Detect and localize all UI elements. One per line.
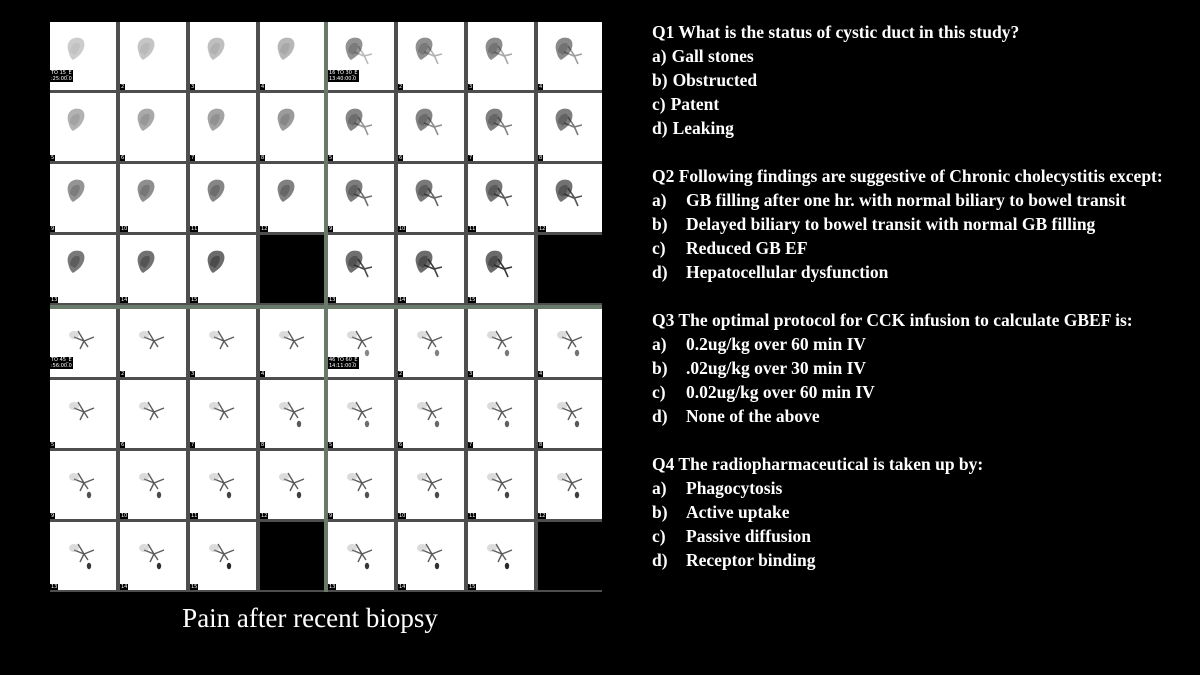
frame-number: 4 [539,371,543,377]
scan-frame [468,380,534,448]
scan-frame [260,164,324,232]
question-2 [652,164,1182,284]
frame-number: 10 [399,513,406,519]
scan-frame [328,164,394,232]
option-letter: b) [652,358,668,378]
scan-frame-image [538,309,602,377]
frame-number: 3 [191,84,195,90]
scan-frame [50,22,116,90]
answer-option [652,332,1182,356]
frame-number: 6 [399,155,403,161]
scan-frame-image [398,22,464,90]
option-text: Patent [670,94,720,114]
scan-frame-image [328,522,394,590]
scan-frame [120,235,186,303]
frame-number: 7 [469,155,473,161]
scan-frame-image [538,22,602,90]
scan-frame-image [190,22,256,90]
empty-frame-slot [538,235,602,303]
scan-frame [260,93,324,161]
scan-frame [190,235,256,303]
scan-frame-image [120,309,186,377]
scan-frame-image [328,380,394,448]
option-text: Hepatocellular dysfunction [686,262,889,282]
scan-frame-image [50,522,116,590]
frame-number: 11 [469,226,476,232]
frame-number: 4 [261,371,265,377]
answer-option [652,68,1182,92]
scan-frame [260,380,324,448]
scan-frame [538,164,602,232]
option-text: .02ug/kg over 30 min IV [686,358,867,378]
scan-frame [50,451,116,519]
scan-frame [120,22,186,90]
scan-frame [50,93,116,161]
scan-frame-image [398,93,464,161]
scan-frame [120,522,186,590]
frame-number: 3 [469,371,473,377]
scan-frame [190,380,256,448]
scan-frame-image [120,380,186,448]
frame-number: 12 [261,226,268,232]
frame-number: 15 [191,584,198,590]
answer-option [652,212,1182,236]
frame-number: 10 [121,513,128,519]
frame-number: 10 [121,226,128,232]
scan-frame [398,309,464,377]
frame-number: 2 [121,371,125,377]
frame-number: 6 [121,442,125,448]
frame-number: 5 [329,155,333,161]
scan-frame-image [468,93,534,161]
frame-number: 5 [51,442,55,448]
scan-frame [50,309,116,377]
scan-frame [120,164,186,232]
scan-frame-image [468,164,534,232]
scan-frame-image [190,380,256,448]
scan-frame-image [120,164,186,232]
scan-frame [468,22,534,90]
scan-frame-image [50,380,116,448]
scan-frame-image [328,451,394,519]
scan-frame [190,451,256,519]
option-text: Obstructed [672,70,758,90]
frame-number: 8 [261,155,265,161]
scan-frame-image [190,451,256,519]
option-letter: d) [652,550,668,570]
question-text: Q4 The radiopharmaceutical is taken up by: [652,454,984,474]
scan-frame-image [468,380,534,448]
scan-frame-image [468,22,534,90]
scan-frame [328,522,394,590]
frame-number: 3 [191,371,195,377]
frame-number: 12 [539,226,546,232]
option-letter: c) [652,526,666,546]
scan-frame [468,93,534,161]
frame-number: 13 [329,584,336,590]
scan-frame [260,22,324,90]
scan-quadrant-16-30-min [328,22,602,305]
option-letter: b) [652,70,668,90]
answer-option [652,524,1182,548]
option-text: GB filling after one hr. with normal biliary to bowel transit [686,190,1126,210]
scan-frame [468,235,534,303]
frame-number: 8 [539,442,543,448]
answer-option [652,380,1182,404]
scan-frame-image [398,380,464,448]
answer-option [652,44,1182,68]
scan-frame [328,451,394,519]
answer-option [652,404,1182,428]
scan-frame [260,451,324,519]
scan-frame [538,309,602,377]
scan-frame [190,93,256,161]
scan-frame-image [120,522,186,590]
option-letter: a) [652,46,667,66]
answer-option [652,548,1182,572]
frame-number: 7 [191,442,195,448]
empty-frame-slot [260,522,324,590]
option-letter: c) [652,94,666,114]
scan-frame [328,309,394,377]
scan-quadrant-0-15-min [50,22,324,305]
scan-frame-image [398,522,464,590]
scan-frame [398,380,464,448]
option-letter: b) [652,214,668,234]
scan-frame-image [260,93,324,161]
scan-frame [190,22,256,90]
scan-quadrant-46-60-min [328,309,602,592]
frame-number: 15 [469,584,476,590]
option-letter: a) [652,334,667,354]
frame-number: 2 [399,371,403,377]
frame-number: 13 [329,297,336,303]
scan-frame-image [120,451,186,519]
scan-frame [190,309,256,377]
scan-frame [538,451,602,519]
scan-frame-image [398,451,464,519]
scan-frame-image [468,522,534,590]
scan-frame [190,164,256,232]
scan-frame [468,451,534,519]
question-1 [652,20,1182,140]
frame-number: 8 [261,442,265,448]
scan-frame [50,380,116,448]
scan-frame [398,235,464,303]
frame-time-label: TO 45_E :56:00.0 [51,357,72,369]
frame-number: 11 [191,226,198,232]
scan-frame [398,22,464,90]
frame-number: 12 [539,513,546,519]
scan-frame-image [190,164,256,232]
answer-option [652,92,1182,116]
frame-number: 2 [121,84,125,90]
scan-frame [398,451,464,519]
answer-option [652,476,1182,500]
scan-frame-image [398,164,464,232]
scan-frame-image [120,22,186,90]
frame-number: 13 [51,297,58,303]
frame-number: 14 [399,584,406,590]
scan-frame-image [120,93,186,161]
scan-frame [538,22,602,90]
scan-frame [398,522,464,590]
option-letter: b) [652,502,668,522]
scan-frame-image [190,522,256,590]
answer-option [652,236,1182,260]
option-letter: c) [652,238,666,258]
scan-frame-image [50,164,116,232]
empty-frame-slot [538,522,602,590]
frame-number: 9 [329,226,333,232]
scan-frame-image [328,235,394,303]
frame-number: 14 [121,297,128,303]
frame-time-label: 46 TO 60_E 14:11:00.0 [329,357,358,369]
scan-frame [50,235,116,303]
option-letter: c) [652,382,666,402]
frame-number: 4 [261,84,265,90]
option-text: 0.2ug/kg over 60 min IV [686,334,867,354]
option-text: Passive diffusion [686,526,811,546]
scan-frame [50,522,116,590]
scan-frame-image [50,93,116,161]
option-text: Reduced GB EF [686,238,808,258]
scan-frame [398,164,464,232]
answer-option [652,260,1182,284]
scan-frame-image [328,93,394,161]
scan-frame-image [190,93,256,161]
frame-number: 4 [539,84,543,90]
scan-frame-image [328,164,394,232]
frame-number: 9 [51,513,55,519]
scan-frame-image [120,235,186,303]
frame-number: 15 [191,297,198,303]
frame-number: 5 [329,442,333,448]
option-letter: a) [652,190,667,210]
scan-frame [120,451,186,519]
question-text: Q2 Following findings are suggestive of Chronic cholecystitis except: [652,166,1163,186]
scan-frame-image [190,235,256,303]
frame-number: 3 [469,84,473,90]
frame-number: 12 [261,513,268,519]
scan-frame [468,522,534,590]
scan-frame-image [260,164,324,232]
scan-frame-image [538,164,602,232]
question-3 [652,308,1182,428]
frame-number: 7 [191,155,195,161]
frame-number: 13 [51,584,58,590]
quiz-questions [652,20,1182,572]
frame-number: 10 [399,226,406,232]
scan-frame [120,380,186,448]
scan-frame-image [398,309,464,377]
scan-frame [260,309,324,377]
empty-frame-slot [260,235,324,303]
option-letter: d) [652,262,668,282]
scan-frame [120,309,186,377]
question-4 [652,452,1182,572]
frame-number: 14 [399,297,406,303]
scan-frame [468,309,534,377]
scan-frame-image [260,380,324,448]
scan-frame [50,164,116,232]
scan-frame-image [538,93,602,161]
scan-frame-image [398,235,464,303]
option-text: Gall stones [671,46,754,66]
scan-frame-image [260,309,324,377]
answer-option [652,188,1182,212]
frame-number: 6 [399,442,403,448]
scan-frame [328,22,394,90]
scan-frame [328,380,394,448]
scan-frame-image [190,309,256,377]
option-text: Delayed biliary to bowel transit with normal GB filling [686,214,1096,234]
hida-scan-panel [50,22,602,592]
quadrant-divider-horizontal [50,305,602,309]
frame-time-label: TO 15_E :25:00.0 [51,70,72,82]
scan-frame [190,522,256,590]
frame-number: 7 [469,442,473,448]
frame-number: 14 [121,584,128,590]
frame-number: 9 [51,226,55,232]
option-letter: d) [652,406,668,426]
question-text: Q3 The optimal protocol for CCK infusion to calculate GBEF is: [652,310,1133,330]
scan-frame-image [468,309,534,377]
frame-number: 8 [539,155,543,161]
scan-frame-image [538,451,602,519]
answer-option [652,116,1182,140]
frame-number: 11 [469,513,476,519]
scan-frame-image [468,235,534,303]
frame-time-label: 16 TO 30_E 13:40:00.0 [329,70,358,82]
scan-frame [538,93,602,161]
scan-frame-image [260,22,324,90]
scan-frame [468,164,534,232]
question-text: Q1 What is the status of cystic duct in this study? [652,22,1020,42]
option-letter: a) [652,478,667,498]
frame-number: 11 [191,513,198,519]
image-caption: Pain after recent biopsy [182,603,438,633]
scan-frame [538,380,602,448]
option-text: 0.02ug/kg over 60 min IV [686,382,875,402]
scan-frame [398,93,464,161]
option-text: Active uptake [686,502,790,522]
option-text: Receptor binding [686,550,816,570]
scan-frame-image [468,451,534,519]
scan-frame [328,235,394,303]
answer-option [652,356,1182,380]
scan-frame-image [260,451,324,519]
scan-frame [120,93,186,161]
frame-number: 5 [51,155,55,161]
scan-frame-image [50,235,116,303]
frame-number: 15 [469,297,476,303]
option-text: Leaking [672,118,734,138]
answer-option [652,500,1182,524]
option-letter: d) [652,118,668,138]
scan-frame-image [50,451,116,519]
frame-number: 9 [329,513,333,519]
option-text: None of the above [686,406,820,426]
option-text: Phagocytosis [686,478,783,498]
scan-quadrant-31-45-min [50,309,324,592]
frame-number: 2 [399,84,403,90]
frame-number: 6 [121,155,125,161]
scan-frame-image [538,380,602,448]
scan-frame [328,93,394,161]
